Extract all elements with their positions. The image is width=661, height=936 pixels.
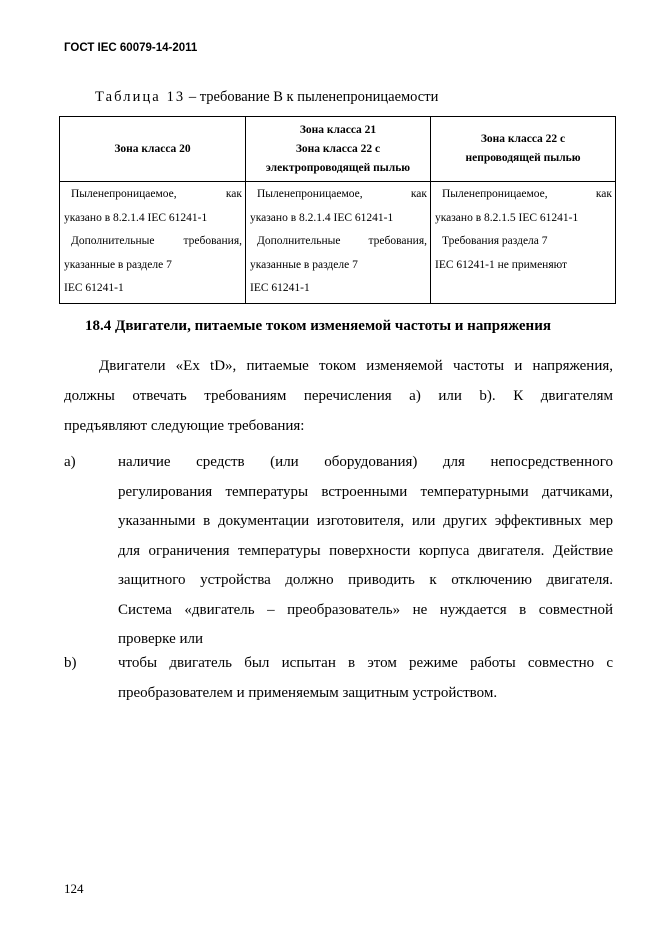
list-marker: b) [64, 655, 77, 671]
list-item-text: наличие средств (или оборудования) для непосредственного регулирования температуры встроенными температурными датчиками, указанными в документации изготовителя, или других эффективных мер для ограничения температуры поверхности корпуса двигателя. Действие защитного устройства должно приводить к отключению двигателя. Система «двигатель – преобразователь» не нуждается в совместной проверке или [118, 454, 613, 647]
page-number: 124 [64, 881, 84, 896]
header-zone-20: Зона класса 20 [60, 117, 246, 182]
section-title: 18.4 Двигатели, питаемые током изменяемой частоты и напряжения [85, 318, 551, 334]
table-header-row [60, 117, 616, 182]
table-cell-zone-21: Пыленепроницаемое, как указано в 8.2.1.4 IEC 61241-1 Дополнительные требования, указанные в разделе 7 IEC 61241-1 [246, 182, 431, 304]
table-caption-label: Таблица 13 [95, 89, 186, 105]
list-item-text: чтобы двигатель был испытан в этом режиме работы совместно с преобразователем и применяемым защитным устройством. [118, 655, 613, 701]
table-caption [95, 89, 438, 106]
dust-protection-table [59, 116, 616, 304]
header-zone-21-22-conductive: Зона класса 21 Зона класса 22 с электропроводящей пылью [246, 117, 431, 182]
list-item-b [64, 649, 613, 708]
list-marker: a) [64, 454, 76, 470]
table-cell-zone-20: Пыленепроницаемое, как указано в 8.2.1.4 IEC 61241-1 Дополнительные требования, указанные в разделе 7 IEC 61241-1 [60, 182, 246, 304]
list-item-a [64, 448, 613, 655]
table-cell-zone-22: Пыленепроницаемое, как указано в 8.2.1.5 IEC 61241-1 Требования раздела 7 IEC 61241-1 не применяют [431, 182, 616, 304]
header-zone-22-nonconductive: Зона класса 22 с непроводящей пылью [431, 117, 616, 182]
table-row [60, 182, 616, 304]
document-header: ГОСТ IEC 60079-14-2011 [64, 42, 198, 54]
table-caption-text: – требование В к пыленепроницаемости [185, 89, 439, 105]
intro-paragraph: Двигатели «Ex tD», питаемые током изменяемой частоты и напряжения, должны отвечать требованиям перечисления a) или b). К двигателям предъявляют следующие требования: [64, 358, 613, 434]
